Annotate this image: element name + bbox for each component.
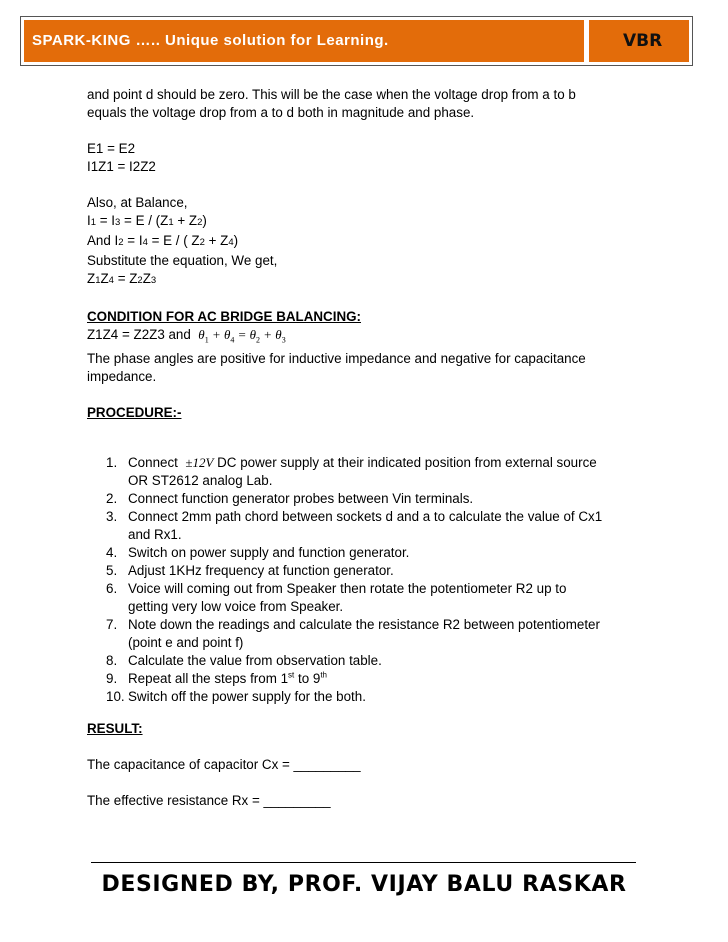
result-rx: The effective resistance Rx = _________	[87, 792, 331, 808]
footer-designed-by: DESIGNED BY, PROF. VIJAY BALU RASKAR	[101, 872, 627, 897]
step-number: 2.	[106, 490, 118, 506]
list-item	[87, 508, 647, 544]
list-item	[87, 670, 647, 688]
balance-and: And	[87, 233, 111, 248]
step-1-line-2: OR ST2612 analog Lab.	[128, 472, 273, 488]
intro-line-2: equals the voltage drop from a to d both in magnitude and phase.	[87, 105, 475, 120]
step-3-line-2: and Rx1.	[128, 526, 182, 542]
step-number: 7.	[106, 616, 118, 632]
balance-eq-1: I1 = I3 = E / (Z1 + Z2)	[87, 213, 207, 228]
equation-i1z1: I1Z1 = I2Z2	[87, 159, 156, 174]
step-number: 9.	[106, 670, 118, 686]
step-7-line-1: Note down the readings and calculate the resistance R2 between potentiometer	[128, 616, 600, 632]
step-9-sup-2: th	[320, 670, 327, 680]
step-1-voltage: ±12V	[185, 454, 214, 470]
step-number: 5.	[106, 562, 118, 578]
step-9-part-2: to 9	[294, 670, 321, 686]
document-body	[87, 86, 647, 810]
procedure-heading: PROCEDURE:-	[87, 404, 182, 420]
condition-note-2: impedance.	[87, 368, 157, 384]
step-number: 3.	[106, 508, 118, 524]
result-cx: The capacitance of capacitor Cx = _________	[87, 756, 361, 772]
step-2-line-1: Connect function generator probes between Vin terminals.	[128, 490, 474, 506]
page-header	[20, 16, 693, 66]
balance-eq-3: Z1Z4 = Z2Z3	[87, 271, 157, 286]
header-badge-text: VBR	[623, 31, 663, 51]
list-item	[87, 652, 647, 670]
step-number: 6.	[106, 580, 118, 596]
step-3-line-1: Connect 2mm path chord between sockets d and a to calculate the value of Cx1	[128, 508, 603, 524]
condition-heading: CONDITION FOR AC BRIDGE BALANCING:	[87, 309, 361, 324]
step-number: 8.	[106, 652, 118, 668]
step-number: 4.	[106, 544, 118, 560]
footer-divider	[91, 862, 636, 863]
substitute-line: Substitute the equation, We get,	[87, 253, 278, 268]
step-1-prefix: Connect	[128, 454, 178, 470]
header-banner-text: SPARK-KING ….. Unique solution for Learning.	[32, 32, 389, 49]
theta-equation: $\theta_1 + \theta_4 = \theta_2 + \theta_3$	[198, 327, 286, 345]
header-banner	[24, 20, 584, 62]
condition-note-1: The phase angles are positive for inductive impedance and negative for capacitance	[87, 350, 586, 366]
step-1-line-1: DC power supply at their indicated position from external source	[217, 454, 597, 470]
result-heading: RESULT:	[87, 720, 143, 736]
list-item	[87, 688, 647, 706]
step-7-line-2: (point e and point f)	[128, 634, 244, 650]
step-9-sup-1: st	[288, 670, 295, 680]
equation-e1: E1 = E2	[87, 141, 136, 156]
step-5-line-1: Adjust 1KHz frequency at function generator.	[128, 562, 394, 578]
balance-eq-2: And I2 = I4 = E / ( Z2 + Z4)	[87, 233, 239, 248]
step-9-part-1: Repeat all the steps from 1	[128, 670, 289, 686]
balance-label: Also, at Balance,	[87, 195, 188, 210]
header-badge	[589, 20, 689, 62]
list-item	[87, 544, 647, 562]
step-10-line-1: Switch off the power supply for the both.	[128, 688, 366, 704]
list-item	[87, 490, 647, 508]
step-number: 1.	[106, 454, 118, 470]
list-item	[87, 454, 647, 490]
condition-eq-prefix: Z1Z4 = Z2Z3 and	[87, 327, 191, 342]
step-6-line-2: getting very low voice from Speaker.	[128, 598, 344, 614]
list-item	[87, 562, 647, 580]
list-item	[87, 616, 647, 652]
condition-equation	[87, 326, 647, 350]
step-number: 10.	[106, 688, 125, 704]
intro-line-1: and point d should be zero. This will be the case when the voltage drop from a to b	[87, 87, 576, 102]
list-item	[87, 580, 647, 616]
step-6-line-1: Voice will coming out from Speaker then rotate the potentiometer R2 up to	[128, 580, 567, 596]
step-4-line-1: Switch on power supply and function generator.	[128, 544, 410, 560]
procedure-steps	[87, 454, 647, 706]
step-8-line-1: Calculate the value from observation table.	[128, 652, 382, 668]
